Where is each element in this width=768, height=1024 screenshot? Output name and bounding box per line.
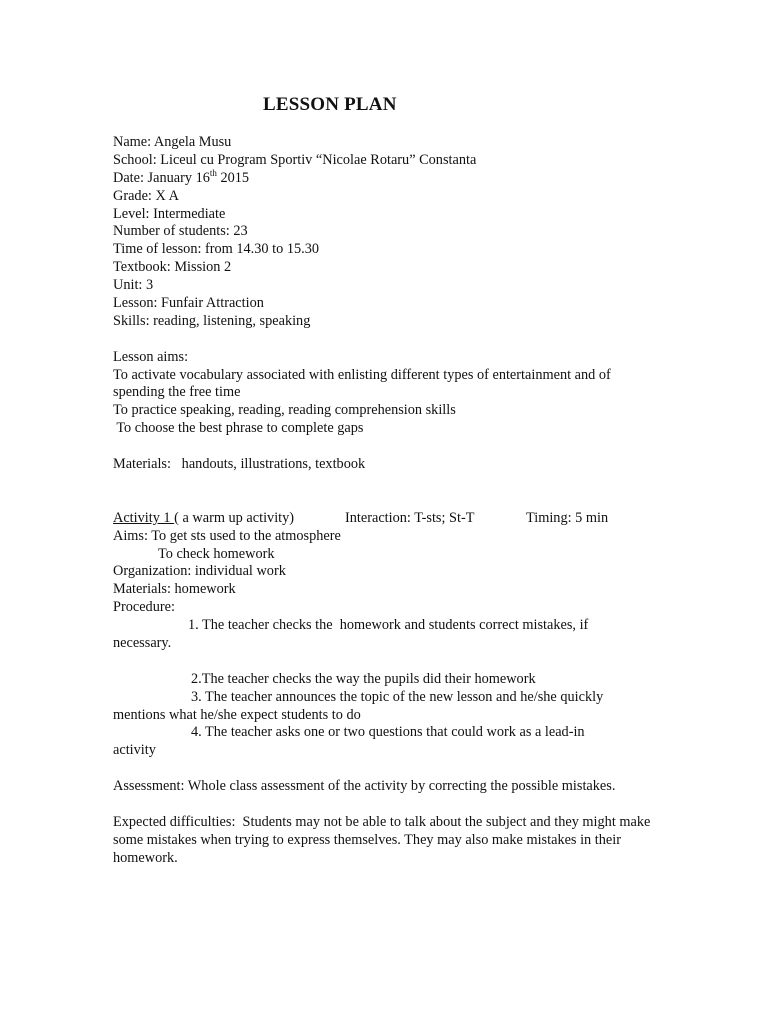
activity1-timing: Timing: 5 min [526, 509, 609, 526]
step3-line1: 3. The teacher announces the topic of the new lesson and he/she quickly [191, 688, 604, 705]
spacer [113, 760, 653, 778]
info-unit: Unit: 3 [113, 277, 154, 294]
aims-heading: Lesson aims: [113, 348, 189, 365]
materials: Materials: handouts, illustrations, textbook [113, 456, 366, 473]
spacer [113, 653, 653, 671]
step1-line1: 1. The teacher checks the homework and students correct mistakes, if [188, 617, 589, 634]
info-lesson: Lesson: Funfair Attraction [113, 295, 264, 312]
activity1-aims-2: To check homework [158, 545, 275, 562]
activity1-aims: Aims: To get sts used to the atmosphere [113, 527, 341, 544]
step4-line1: 4. The teacher asks one or two questions that could work as a lead-in [191, 724, 585, 741]
step2: 2.The teacher checks the way the pupils did their homework [191, 670, 536, 687]
info-date [113, 167, 653, 188]
info-grade: Grade: X A [113, 187, 179, 204]
info-date-suffix: 2015 [216, 169, 250, 186]
step1-line2: necessary. [113, 634, 172, 651]
info-skills: Skills: reading, listening, speaking [113, 312, 311, 329]
info-date-sup: th [209, 167, 217, 178]
info-name: Name: Angela Musu [113, 134, 232, 150]
activity1-label-rest: ( a warm up activity) [174, 509, 295, 526]
spacer [113, 474, 653, 510]
spacer [113, 331, 653, 349]
lesson-plan-body [113, 134, 653, 868]
activity1-materials: Materials: homework [113, 581, 236, 598]
info-students: Number of students: 23 [113, 223, 248, 240]
activity1-assessment: Assessment: Whole class assessment of the activity by correcting the possible mistakes. [113, 778, 616, 795]
activity1-difficulties: Expected difficulties: Students may not be able to talk about the subject and they might make some mistakes when trying to express themselves. They may also make mistakes in their homework. [113, 813, 654, 866]
activity1-interaction: Interaction: T-sts; St-T [345, 509, 475, 526]
spacer [113, 438, 653, 456]
activity1-header [113, 510, 653, 528]
info-textbook: Textbook: Mission 2 [113, 259, 232, 276]
spacer [113, 796, 653, 814]
step4-line2: activity [113, 742, 156, 759]
step3-line2: mentions what he/she expect students to do [113, 706, 361, 723]
info-date-prefix: Date: January 16 [113, 169, 210, 186]
info-school: School: Liceul cu Program Sportiv “Nicolae Rotaru” Constanta [113, 151, 477, 168]
activity1-label: Activity 1 [113, 509, 175, 526]
aim-gaps: To choose the best phrase to complete gaps [113, 420, 364, 437]
aim-vocabulary: To activate vocabulary associated with enlisting different types of entertainment and of spending the free time [113, 366, 611, 401]
page-title: LESSON PLAN [263, 94, 397, 115]
info-level: Level: Intermediate [113, 205, 226, 222]
aim-skills: To practice speaking, reading, reading comprehension skills [113, 402, 456, 419]
info-time: Time of lesson: from 14.30 to 15.30 [113, 241, 319, 258]
activity1-procedure: Procedure: [113, 599, 175, 616]
activity1-organization: Organization: individual work [113, 563, 286, 580]
